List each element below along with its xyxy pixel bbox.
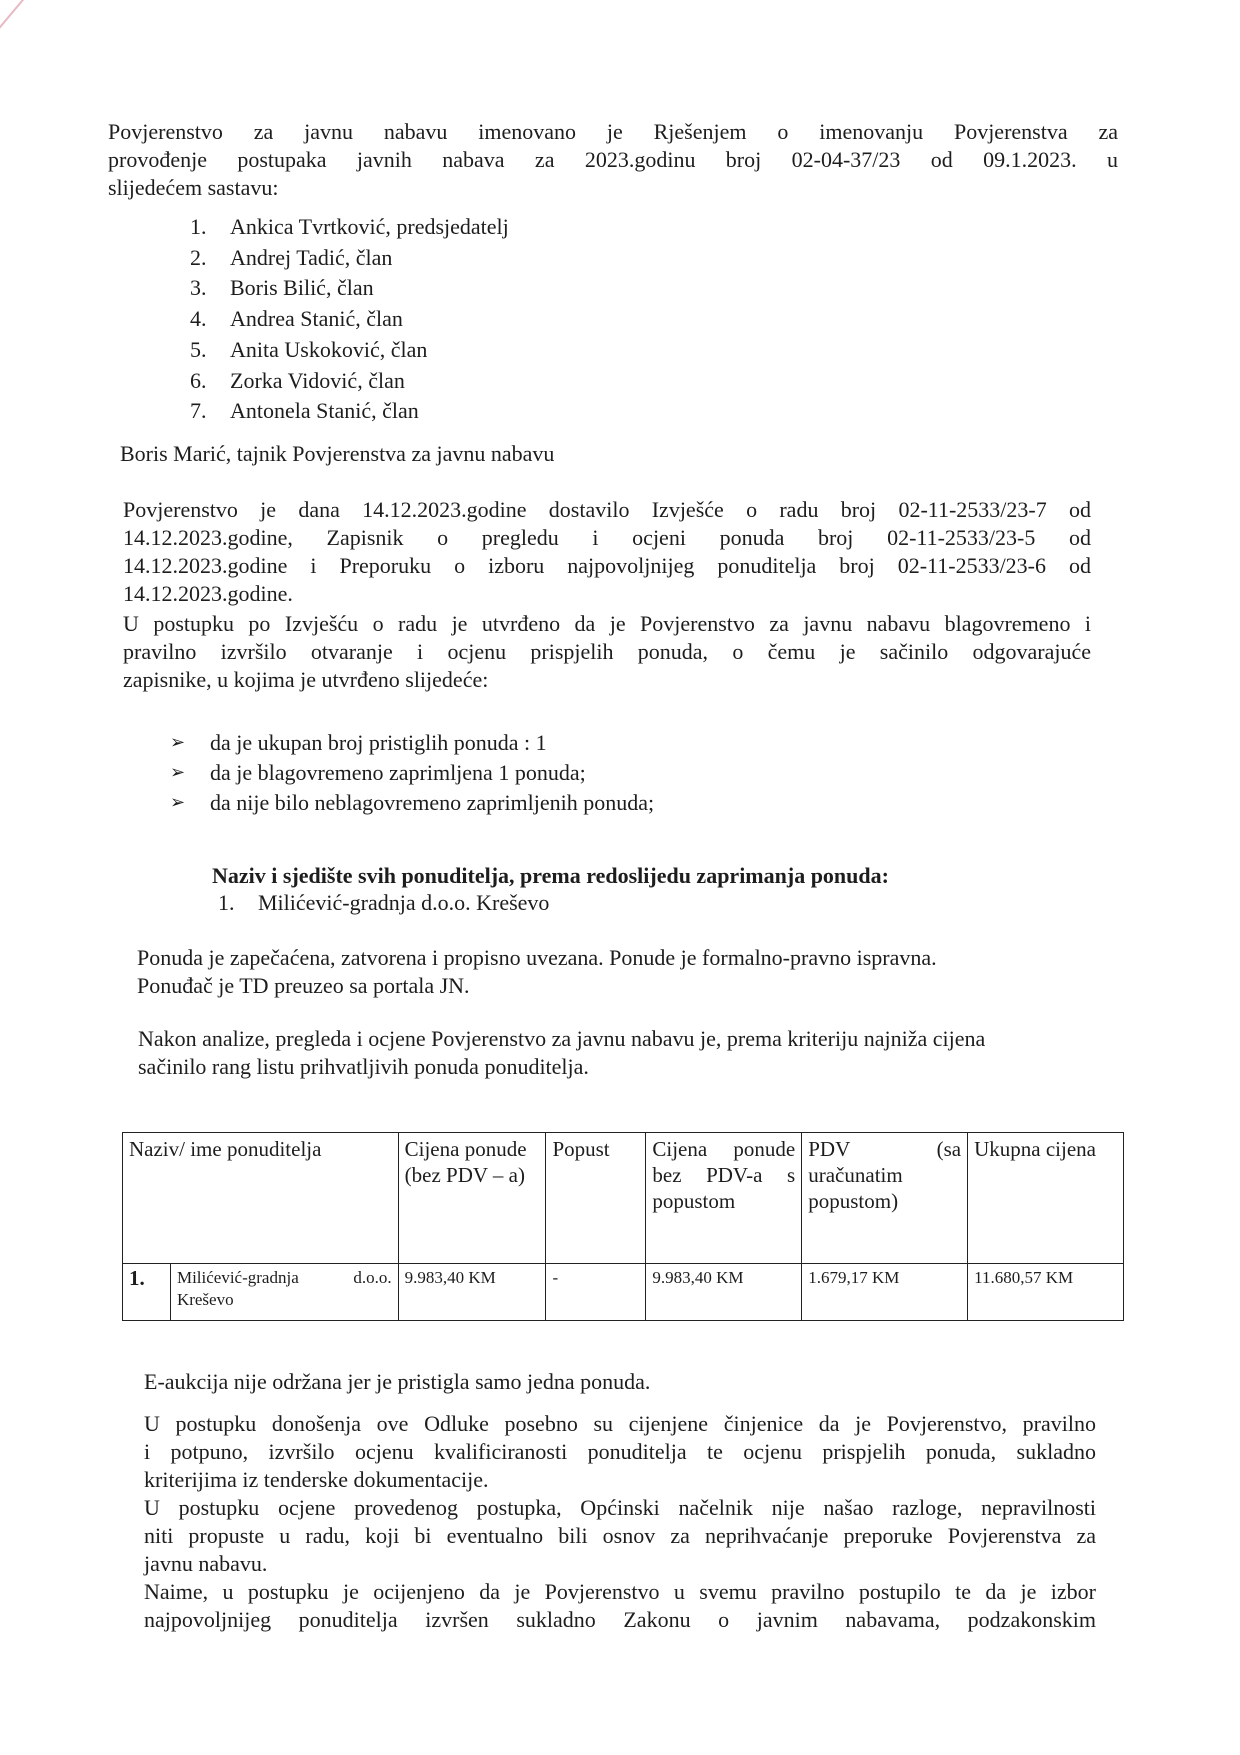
list-item (190, 273, 509, 304)
analysis-paragraph (138, 1025, 1098, 1081)
finding-text: da je blagovremeno zaprimljena 1 ponuda; (210, 760, 586, 785)
findings-list (170, 728, 654, 818)
analysis-line-1: Nakon analize, pregleda i ocjene Povjerenstvo za javnu nabavu je, prema kriteriju najniža cijena (138, 1026, 986, 1051)
member-name: Andrej Tadić, član (230, 244, 393, 270)
bidders-heading: Naziv i sjedište svih ponuditelja, prema redoslijedu zaprimanja ponuda: (212, 863, 889, 888)
decision-line-3: kriterijima iz tenderske dokumentacije. (144, 1467, 489, 1492)
member-name: Boris Bilić, član (230, 275, 374, 301)
mayor-line-1: U postupku ocjene provedenog postupka, Općinski načelnik nije našao razloge, nepravilnosti (144, 1495, 1096, 1520)
list-item (190, 366, 509, 397)
mayor-line-3: javnu nabavu. (144, 1551, 268, 1576)
offers-ranking-table (122, 1132, 1124, 1321)
list-item (190, 212, 509, 243)
list-item (190, 304, 509, 335)
conclusion-line-2: najpovoljnijeg ponuditelja izvršen sukladno Zakonu o javnim nabavama, podzakonskim (144, 1607, 1096, 1632)
list-item (190, 243, 509, 274)
table-header-row (123, 1133, 1124, 1264)
list-number: 6. (190, 367, 207, 393)
member-name: Zorka Vidović, član (230, 367, 405, 393)
list-number: 7. (190, 398, 207, 424)
mayor-line-2: niti propuste u radu, koji bi eventualno bili osnov za neprihvaćanje preporuke Povjerenstva za (144, 1523, 1096, 1548)
list-number: 5. (190, 336, 207, 362)
table-row (123, 1264, 1124, 1321)
header-vat: PDV (sa uračunatim popustom) (802, 1133, 968, 1264)
committee-members-list (190, 212, 509, 427)
conclusion-line-1: Naime, u postupku je ocijenjeno da je Povjerenstvo u svemu pravilno postupilo te da je izbor (144, 1579, 1096, 1604)
row-total: 11.680,57 KM (968, 1264, 1124, 1321)
report-line-3: 14.12.2023.godine i Preporuku o izboru najpovoljnijeg ponuditelja broj 02-11-2533/23-6 od (123, 553, 1091, 578)
header-bidder-name: Naziv/ ime ponuditelja (123, 1133, 399, 1264)
procedure-line-3: zapisnike, u kojima je utvrđeno slijedeće: (123, 667, 489, 692)
intro-line-1: Povjerenstvo za javnu nabavu imenovano je Rješenjem o imenovanju Povjerenstva za (108, 119, 1118, 144)
list-item (170, 758, 654, 788)
finding-text: da nije bilo neblagovremeno zaprimljenih ponuda; (210, 790, 655, 815)
member-name: Anita Uskoković, član (230, 336, 428, 362)
row-price-with-discount: 9.983,40 KM (646, 1264, 802, 1321)
conclusion-paragraph (144, 1578, 1096, 1634)
arrow-bullet-icon: ➢ (170, 792, 186, 813)
header-total: Ukupna cijena (968, 1133, 1124, 1264)
list-item (190, 396, 509, 427)
member-name: Antonela Stanić, član (230, 398, 419, 424)
header-discount: Popust (546, 1133, 646, 1264)
row-discount: - (546, 1264, 646, 1321)
offer-status-paragraph (137, 944, 1097, 1000)
intro-paragraph (108, 118, 1118, 202)
eauction-line: E-aukcija nije održana jer je pristigla samo jedna ponuda. (144, 1369, 651, 1394)
row-number: 1. (123, 1264, 171, 1321)
report-line-4: 14.12.2023.godine. (123, 581, 293, 606)
member-name: Andrea Stanić, član (230, 306, 403, 332)
mayor-paragraph (144, 1494, 1096, 1578)
bidder-list-item (218, 889, 918, 917)
secretary-line: Boris Marić, tajnik Povjerenstva za javnu nabavu (120, 441, 555, 466)
list-number: 3. (190, 275, 207, 301)
intro-line-2: provođenje postupaka javnih nabava za 2023.godinu broj 02-04-37/23 od 09.1.2023. u (108, 147, 1118, 172)
bidder-name: Milićević-gradnja d.o.o. Kreševo (258, 890, 550, 915)
row-bidder-name: Milićević-gradnja d.o.o. Kreševo (170, 1264, 398, 1321)
row-price: 9.983,40 KM (398, 1264, 546, 1321)
intro-line-3: slijedećem sastavu: (108, 175, 279, 200)
corner-pen-mark (0, 0, 90, 52)
decision-paragraph (144, 1410, 1096, 1494)
decision-line-1: U postupku donošenja ove Odluke posebno su cijenjene činjenice da je Povjerenstvo, pravilno (144, 1411, 1096, 1436)
header-price: Cijena ponude (bez PDV – a) (398, 1133, 546, 1264)
row-vat: 1.679,17 KM (802, 1264, 968, 1321)
list-number: 1. (218, 890, 235, 915)
report-line-2: 14.12.2023.godine, Zapisnik o pregledu i ocjeni ponuda broj 02-11-2533/23-5 od (123, 525, 1091, 550)
decision-line-2: i potpuno, izvršilo ocjenu kvalificiranosti ponuditelja te ocjenu prispjelih ponuda, sukladno (144, 1439, 1096, 1464)
report-paragraph (123, 496, 1091, 608)
procedure-line-1: U postupku po Izvješću o radu je utvrđeno da je Povjerenstvo za javnu nabavu blagovremeno i (123, 611, 1091, 636)
list-number: 2. (190, 244, 207, 270)
arrow-bullet-icon: ➢ (170, 732, 186, 753)
finding-text: da je ukupan broj pristiglih ponuda : 1 (210, 730, 547, 755)
report-line-1: Povjerenstvo je dana 14.12.2023.godine dostavilo Izvješće o radu broj 02-11-2533/23-7 od (123, 497, 1091, 522)
member-name: Ankica Tvrtković, predsjedatelj (230, 214, 509, 239)
list-item (170, 788, 654, 818)
list-number: 1. (190, 214, 207, 239)
list-number: 4. (190, 306, 207, 332)
arrow-bullet-icon: ➢ (170, 762, 186, 783)
analysis-line-2: sačinilo rang listu prihvatljivih ponuda ponuditelja. (138, 1054, 589, 1079)
offer-status-line-1: Ponuda je zapečaćena, zatvorena i propisno uvezana. Ponude je formalno-pravno ispravna. (137, 945, 937, 970)
offer-status-line-2: Ponuđač je TD preuzeo sa portala JN. (137, 973, 470, 998)
list-item (190, 335, 509, 366)
procedure-paragraph (123, 610, 1091, 694)
procedure-line-2: pravilno izvršilo otvaranje i ocjenu prispjelih ponuda, o čemu je sačinilo odgovarajuće (123, 639, 1091, 664)
header-price-with-discount: Cijena ponude bez PDV-a s popustom (646, 1133, 802, 1264)
list-item (170, 728, 654, 758)
